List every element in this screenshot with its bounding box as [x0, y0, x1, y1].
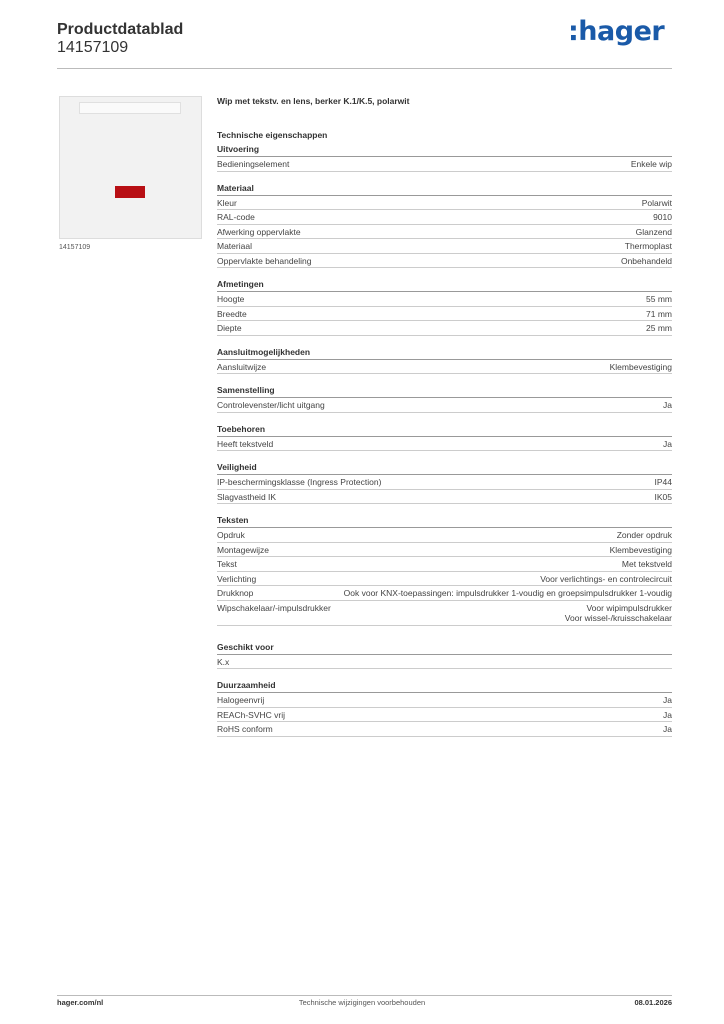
- spec-group: [217, 279, 672, 336]
- spec-row: [217, 528, 672, 543]
- spec-group: [217, 144, 672, 172]
- spec-row: [217, 210, 672, 225]
- spec-value: Voor wipimpulsdrukker Voor wissel-/kruisschakelaar: [564, 602, 672, 623]
- footer-website: hager.com/nl: [57, 998, 104, 1007]
- spec-label: Heeft tekstveld: [217, 438, 274, 449]
- spec-row: [217, 239, 672, 254]
- group-title: Duurzaamheid: [217, 680, 672, 693]
- spec-label: Opdruk: [217, 530, 245, 540]
- footer-date: 08.01.2026: [634, 998, 672, 1007]
- spec-value: 25 mm: [646, 323, 672, 333]
- spec-label: Controlevenster/licht uitgang: [217, 400, 325, 410]
- spec-row: [217, 225, 672, 240]
- spec-row: [217, 693, 672, 708]
- footer-disclaimer: Technische wijzigingen voorbehouden: [298, 998, 426, 1007]
- spec-label: Halogeenvrij: [217, 695, 265, 705]
- spec-group: [217, 347, 672, 375]
- spec-row: [217, 157, 672, 172]
- group-title: Materiaal: [217, 183, 672, 196]
- spec-value: Polarwit: [641, 197, 672, 208]
- spec-row: [217, 360, 672, 375]
- spec-value: Glanzend: [635, 226, 672, 237]
- spec-label: Wipschakelaar/-impulsdrukker: [217, 602, 331, 613]
- spec-label: Hoogte: [217, 294, 245, 304]
- spec-group: [217, 515, 672, 626]
- image-caption: 14157109: [59, 244, 91, 251]
- spec-row: [217, 708, 672, 723]
- text-field-slot: [79, 102, 181, 114]
- spec-label: Montagewijze: [217, 544, 269, 555]
- spec-value: Ja: [663, 709, 672, 720]
- spec-label: Breedte: [217, 308, 247, 319]
- spec-value: IK05: [654, 491, 672, 502]
- hager-logo: :hager: [568, 16, 665, 47]
- spec-row: [217, 254, 672, 269]
- spec-label: Tekst: [217, 559, 237, 569]
- spec-groups-b: [217, 642, 672, 737]
- spec-group: [217, 183, 672, 269]
- spec-content: [217, 96, 672, 737]
- footer-divider: [57, 995, 672, 996]
- spec-row: [217, 490, 672, 505]
- spec-label: RoHS conform: [217, 724, 273, 734]
- spec-row: [217, 586, 672, 601]
- spec-row: [217, 196, 672, 211]
- product-number: 14157109: [57, 39, 129, 56]
- spec-row: [217, 475, 672, 490]
- spec-value: Ja: [663, 400, 672, 410]
- spec-label: Verlichting: [217, 573, 257, 584]
- spec-value: Klembevestiging: [609, 361, 672, 372]
- spec-row: [217, 601, 672, 626]
- group-title: Uitvoering: [217, 144, 672, 157]
- spec-label: IP-beschermingsklasse (Ingress Protection): [217, 477, 382, 487]
- spec-groups-a: [217, 144, 672, 626]
- spec-value: Voor verlichtings- en controlecircuit: [540, 573, 672, 584]
- spec-value: 55 mm: [646, 294, 672, 304]
- group-title: Geschikt voor: [217, 642, 672, 655]
- spec-row: [217, 572, 672, 587]
- spec-label: Oppervlakte behandeling: [217, 255, 312, 266]
- spec-label: Aansluitwijze: [217, 361, 267, 372]
- spec-value: Ja: [663, 438, 672, 449]
- spec-row: [217, 543, 672, 558]
- spec-group: [217, 462, 672, 504]
- spec-label: Drukknop: [217, 588, 254, 598]
- spec-row: [217, 307, 672, 322]
- spec-row: [217, 655, 672, 670]
- product-image: [59, 96, 202, 239]
- spec-value: Zonder opdruk: [616, 530, 672, 540]
- spec-label: Bedieningselement: [217, 159, 290, 169]
- group-title: Afmetingen: [217, 279, 672, 292]
- spec-value: Onbehandeld: [620, 255, 672, 266]
- group-title: Teksten: [217, 515, 672, 528]
- spec-value: Enkele wip: [630, 159, 672, 169]
- group-title: Aansluitmogelijkheden: [217, 347, 672, 360]
- spec-value: IP44: [654, 477, 672, 487]
- spec-value: Ja: [663, 724, 672, 734]
- header-divider: [57, 68, 672, 69]
- spec-value: Ook voor KNX-toepassingen: impulsdrukker 1-voudig en groepsimpulsdrukker 1-voudig: [343, 588, 672, 598]
- group-title: Samenstelling: [217, 385, 672, 398]
- spec-row: [217, 321, 672, 336]
- spec-value: Klembevestiging: [609, 544, 672, 555]
- group-title: Toebehoren: [217, 424, 672, 437]
- spec-label: RAL-code: [217, 212, 255, 222]
- spec-group: [217, 424, 672, 452]
- spec-label: Kleur: [217, 197, 237, 208]
- spec-row: [217, 398, 672, 413]
- group-title: Veiligheid: [217, 462, 672, 475]
- section-title: Technische eigenschappen: [217, 130, 328, 140]
- spec-row: [217, 437, 672, 452]
- spec-group: [217, 680, 672, 737]
- spec-label: Slagvastheid IK: [217, 491, 277, 502]
- spec-row: [217, 722, 672, 737]
- spec-value: Ja: [663, 695, 672, 705]
- spec-group: [217, 385, 672, 413]
- product-title: Wip met tekstv. en lens, berker K.1/K.5, polarwit: [217, 96, 410, 106]
- page-title: Productdatablad: [57, 21, 184, 38]
- spec-label: REACh-SVHC vrij: [217, 709, 286, 720]
- red-lens: [115, 186, 145, 198]
- spec-label: Materiaal: [217, 241, 252, 251]
- spec-value: Met tekstveld: [621, 559, 672, 569]
- spec-label: K.x: [217, 656, 230, 667]
- spec-label: Afwerking oppervlakte: [217, 226, 301, 237]
- spec-row: [217, 557, 672, 572]
- spec-label: Diepte: [217, 323, 242, 333]
- spec-row: [217, 292, 672, 307]
- spec-value: [229, 657, 672, 668]
- spec-group: [217, 642, 672, 670]
- spec-value: 9010: [653, 212, 672, 222]
- spec-value: Thermoplast: [624, 241, 672, 251]
- spec-value: 71 mm: [646, 308, 672, 319]
